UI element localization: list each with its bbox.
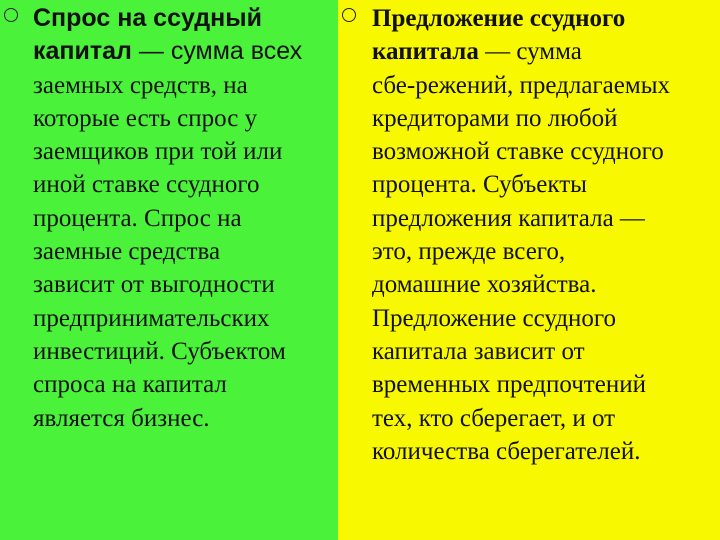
text-line: процента. Субъекты [372,171,587,199]
text-line: сбе-режений, предлагаемых [372,71,670,99]
circle-bullet-icon [342,8,356,22]
definition-text: — сумма [478,38,582,66]
text-line: Предложение ссудного [372,304,617,332]
supply-definition-text [372,2,717,468]
loan-capital-demand-panel [0,0,338,540]
supply-term: капитала [372,38,479,66]
circle-bullet-icon [4,8,18,22]
text-line: временных предпочтений [372,371,646,399]
definition-text: — сумма всех [131,37,303,66]
text-line: процента. Спрос на [33,204,242,232]
text-line: зависит от выгодности [33,271,275,299]
text-line: заемных средств, на [33,71,248,99]
text-line: тех, кто сберегает, и от [372,404,616,432]
text-line: кредиторами по любой [372,104,618,132]
text-line: количества сберегателей. [372,437,641,465]
text-line: заемщиков при той или [33,138,283,166]
text-line: предложения капитала — [372,204,645,232]
text-line [33,35,333,68]
text-line: возможной ставке ссудного [372,138,664,166]
text-line: это, прежде всего, [372,238,566,266]
text-line [372,35,717,68]
text-line: инвестиций. Субъектом [33,337,286,365]
demand-term: капитал [33,37,132,66]
text-line: является бизнес. [33,404,210,432]
text-line: предпринимательских [33,304,270,332]
text-line: которые есть спрос у [33,104,258,132]
text-line: заемные средства [33,238,221,266]
demand-definition-text [33,2,333,435]
text-line: иной ставке ссудного [33,171,260,199]
text-line: спроса на капитал [33,371,227,399]
text-line: капитала зависит от [372,337,585,365]
supply-term: Предложение ссудного [372,5,626,32]
text-line [372,2,717,35]
text-line [33,2,333,35]
text-line: домашние хозяйства. [372,271,597,299]
loan-capital-supply-panel [338,0,720,540]
demand-term: Спрос на ссудный [33,4,262,32]
